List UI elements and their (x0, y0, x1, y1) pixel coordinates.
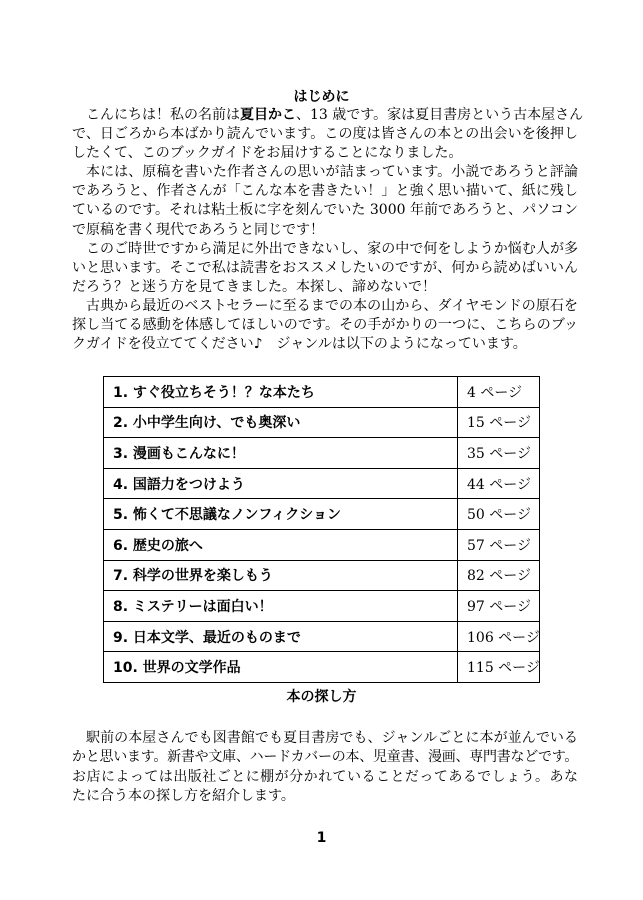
genre-page: 50 ページ (458, 499, 540, 530)
genre-page: 44 ページ (458, 468, 540, 499)
genre-label: 7. 科学の世界を楽しもう (104, 560, 458, 591)
intro-line: で原稿を書く現代であろうと同じです！ (72, 221, 324, 238)
genre-label: 1. すぐ役立ちそう！？な本たち (104, 377, 458, 408)
genre-label: 5. 怖くて不思議なノンフィクション (104, 499, 458, 530)
genre-label: 3. 漫画もこんなに！ (104, 438, 458, 469)
intro-line: このご時世ですから満足に外出できないし、家の中で何をしようか悩む人が多 (86, 240, 578, 257)
intro-line-part: 、13 歳です。家は夏目書房という古本屋さん (296, 107, 584, 123)
intro-line: 探し当てる感動を体感してほしいのです。その手がかりの一つに、こちらのブッ (72, 317, 578, 334)
genre-label: 6. 歴史の旅へ (104, 529, 458, 560)
genre-row (104, 377, 540, 408)
genre-page: 4 ページ (458, 377, 540, 408)
genre-table (103, 376, 540, 683)
genre-label: 8. ミステリーは面白い！ (104, 591, 458, 622)
genre-row (104, 529, 540, 560)
genre-page: 106 ページ (458, 621, 540, 652)
genre-page: 97 ページ (458, 591, 540, 622)
genre-row (104, 407, 540, 438)
search-line: たに合う本の探し方を紹介します。 (72, 787, 295, 804)
intro-text (72, 106, 584, 354)
genre-page: 35 ページ (458, 438, 540, 469)
genre-page: 82 ページ (458, 560, 540, 591)
intro-line: だろう？と迷う方を見てきました。本探し、諦めないで！ (72, 278, 436, 295)
intro-line: クガイドを役立ててください♪ ジャンルは以下のようになっています。 (72, 336, 527, 353)
search-text (72, 729, 578, 806)
intro-line: いと思います。そこで私は読書をおススメしたいのですが、何から読めばいいん (72, 259, 578, 276)
author-name: 夏目かこ (240, 107, 296, 123)
search-line: かと思います。新書や文庫、ハードカバーの本、児童書、漫画、専門書などです。 (72, 749, 578, 766)
genre-row (104, 591, 540, 622)
genre-page: 115 ページ (458, 652, 540, 683)
search-title: 本の探し方 (286, 689, 357, 705)
intro-line: で、日ごろから本ばかり読んでいます。この度は皆さんの本との出会いを後押し (72, 126, 578, 143)
genre-label: 2. 小中学生向け、でも奥深い (104, 407, 458, 438)
search-line: 駅前の本屋さんでも図書館でも夏目書房でも、ジャンルごとに本が並んでいる (86, 730, 578, 746)
intro-line: であろうと、作者さんが「こんな本を書きたい！」と強く思い描いて、紙に残し (72, 183, 578, 200)
intro-line (72, 106, 584, 125)
genre-row (104, 468, 540, 499)
genre-page: 57 ページ (458, 529, 540, 560)
genre-label: 10. 世界の文学作品 (104, 652, 458, 683)
genre-label: 4. 国語力をつけよう (104, 468, 458, 499)
intro-line-part: こんにちは！私の名前は (86, 107, 240, 123)
genre-label: 9. 日本文学、最近のものまで (104, 621, 458, 652)
genre-page: 15 ページ (458, 407, 540, 438)
intro-line: したくて、このブックガイドをお届けすることになりました。 (72, 145, 463, 162)
genre-row (104, 652, 540, 683)
intro-line: 古典から最近のベストセラーに至るまでの本の山から、ダイヤモンドの原石を (86, 297, 578, 314)
genre-row (104, 621, 540, 652)
page-number: 1 (316, 830, 327, 846)
intro-line: 本には、原稿を書いた作者さんの思いが詰まっています。小説であろうと評論 (86, 164, 578, 181)
intro-title: はじめに (293, 89, 350, 105)
genre-row (104, 560, 540, 591)
search-line: お店によっては出版社ごとに棚が分かれていることだってあるでしょう。あな (72, 768, 578, 785)
intro-line: ているのです。それは粘土板に字を刻んでいた 3000 年前であろうと、パソコン (72, 202, 578, 219)
genre-row (104, 499, 540, 530)
genre-row (104, 438, 540, 469)
